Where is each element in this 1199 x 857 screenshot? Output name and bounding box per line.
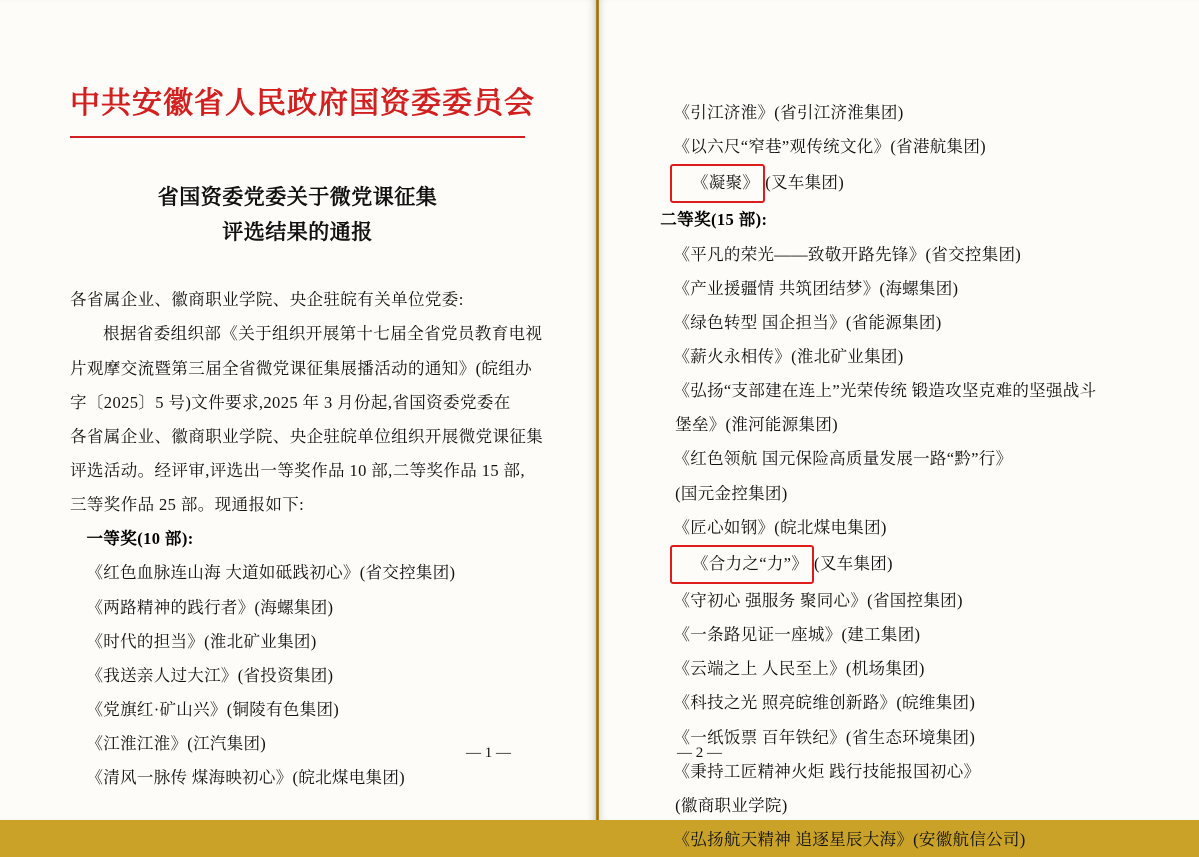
- list-item: 《清风一脉传 煤海映初心》(皖北煤电集团): [86, 768, 405, 788]
- list-item-highlighted: [657, 164, 1147, 203]
- salutation: 各省属企业、徽商职业学院、央企驻皖有关单位党委:: [70, 290, 464, 310]
- list-item: 《产业援疆情 共筑团结梦》(海螺集团): [673, 278, 959, 298]
- body-line: 三等奖作品 25 部。现通报如下:: [70, 495, 305, 515]
- list-item: 《江淮江淮》(江汽集团): [86, 734, 267, 754]
- list-item: 《红色血脉连山海 大道如砥践初心》(省交控集团): [86, 563, 456, 583]
- list-item: 《我送亲人过大江》(省投资集团): [86, 665, 334, 685]
- list-item: 《时代的担当》(淮北矿业集团): [86, 631, 317, 651]
- red-highlight-box: 《合力之“力”》: [670, 545, 815, 584]
- issuing-organization-title: 中共安徽省人民政府国资委委员会: [70, 87, 535, 120]
- list-item: 《一条路见证一座城》(建工集团): [673, 625, 921, 645]
- page-number-right: — 2 —: [677, 745, 722, 761]
- list-item: 《党旗红·矿山兴》(铜陵有色集团): [86, 699, 340, 719]
- list-item-continuation: (国元金控集团): [675, 483, 788, 503]
- page-number-left: — 1 —: [466, 745, 511, 761]
- list-item: 《秉持工匠精神火炬 践行技能报国初心》: [673, 761, 981, 781]
- document-page-left: [0, 0, 596, 820]
- document-page-right: [599, 0, 1199, 849]
- award-category-heading: 二等奖(15 部):: [660, 210, 768, 230]
- award-category-heading: 一等奖(10 部):: [86, 529, 194, 549]
- body-line: 评选活动。经评审,评选出一等奖作品 10 部,二等奖作品 15 部,: [70, 460, 525, 480]
- list-item: 《绿色转型 国企担当》(省能源集团): [673, 312, 942, 332]
- list-item: 《科技之光 照亮皖维创新路》(皖维集团): [673, 693, 976, 713]
- body-line: 各省属企业、徽商职业学院、央企驻皖单位组织开展微党课征集: [70, 426, 544, 446]
- list-item: 《薪火永相传》(淮北矿业集团): [673, 346, 904, 366]
- list-item: 《引江济淮》(省引江济淮集团): [673, 103, 904, 122]
- list-item-continuation: (徽商职业学院): [675, 795, 788, 815]
- doc-title-line-2: 评选结果的通报: [222, 219, 373, 244]
- page-title: [70, 180, 525, 249]
- list-item-suffix: (叉车集团): [765, 173, 844, 193]
- list-item: 《两路精神的践行者》(海螺集团): [86, 597, 334, 617]
- list-item: 《以六尺“窄巷”观传统文化》(省港航集团): [673, 137, 986, 157]
- list-item: 《平凡的荣光——致敬开路先锋》(省交控集团): [673, 244, 1022, 264]
- list-item: 《弘扬“支部建在连上”光荣传统 锻造攻坚克难的坚强战斗: [673, 381, 1097, 401]
- list-item: 《守初心 强服务 聚同心》(省国控集团): [673, 590, 963, 610]
- list-item: 《红色领航 国元保险高质量发展一路“黔”行》: [673, 449, 1013, 469]
- red-highlight-box: 《凝聚》: [670, 164, 766, 203]
- list-item-suffix: (叉车集团): [814, 553, 893, 573]
- book-spine: [596, 0, 599, 820]
- list-item-highlighted: [657, 545, 1147, 584]
- doc-title-line-1: 省国资委党委关于微党课征集: [157, 185, 438, 209]
- body-line: 片观摩交流暨第三届全省微党课征集展播活动的通知》(皖组办: [70, 358, 533, 378]
- list-item: 《弘扬航天精神 追逐星辰大海》(安徽航信公司): [673, 829, 1026, 849]
- body-line: 字〔2025〕5 号)文件要求,2025 年 3 月份起,省国资委党委在: [70, 392, 511, 412]
- list-item: 《一纸饭票 百年铁纪》(省生态环境集团): [673, 727, 976, 747]
- list-item: 《云端之上 人民至上》(机场集团): [673, 659, 925, 679]
- list-item-continuation: 堡垒》(淮河能源集团): [675, 415, 838, 435]
- list-item: 《匠心如钢》(皖北煤电集团): [673, 517, 887, 537]
- red-separator-rule: [70, 136, 525, 138]
- body-line: 根据省委组织部《关于组织开展第十七届全省党员教育电视: [103, 324, 543, 344]
